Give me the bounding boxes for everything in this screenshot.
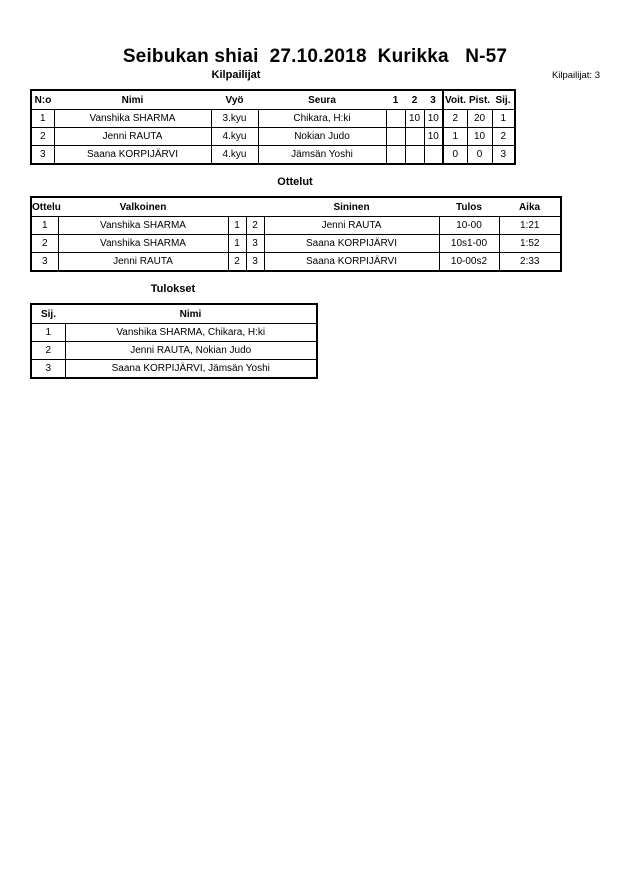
cell-round3: 10 <box>424 110 443 128</box>
competitors-heading: Kilpailijat <box>211 69 261 81</box>
cell-white-no: 1 <box>228 217 246 235</box>
cell-wins: 1 <box>443 128 467 146</box>
col-header-match: Ottelu <box>31 197 58 217</box>
cell-belt: 3.kyu <box>211 110 258 128</box>
cell-no: 3 <box>31 146 54 165</box>
col-header-points: Pist. <box>467 90 492 110</box>
cell-round1 <box>386 110 405 128</box>
result-row <box>31 360 317 379</box>
cell-rank: 2 <box>31 342 65 360</box>
cell-points: 0 <box>467 146 492 165</box>
cell-match-no: 3 <box>31 253 58 272</box>
competitor-row <box>31 146 515 165</box>
col-header-rank: Sij. <box>492 90 515 110</box>
cell-name: Saana KORPIJÄRVI, Jämsän Yoshi <box>65 360 317 379</box>
cell-round2 <box>405 128 424 146</box>
page-title: Seibukan shiai 27.10.2018 Kurikka N-57 <box>122 46 508 67</box>
cell-match-no: 1 <box>31 217 58 235</box>
cell-result: 10-00 <box>439 217 499 235</box>
col-header-result: Tulos <box>439 197 499 217</box>
cell-white-no: 1 <box>228 235 246 253</box>
cell-match-no: 2 <box>31 235 58 253</box>
col-header-round2: 2 <box>405 90 424 110</box>
competitors-table <box>30 89 516 165</box>
cell-name: Jenni RAUTA, Nokian Judo <box>65 342 317 360</box>
cell-white-name: Jenni RAUTA <box>58 253 228 272</box>
match-row <box>31 235 561 253</box>
competitor-row <box>31 128 515 146</box>
matches-heading: Ottelut <box>277 176 313 188</box>
cell-round1 <box>386 128 405 146</box>
cell-points: 10 <box>467 128 492 146</box>
competitor-row <box>31 110 515 128</box>
cell-name: Vanshika SHARMA <box>54 110 211 128</box>
col-header-blue-no <box>246 197 264 217</box>
cell-white-name: Vanshika SHARMA <box>58 217 228 235</box>
col-header-no: N:o <box>31 90 54 110</box>
cell-belt: 4.kyu <box>211 146 258 165</box>
cell-rank: 1 <box>31 324 65 342</box>
cell-belt: 4.kyu <box>211 128 258 146</box>
cell-rank: 3 <box>31 360 65 379</box>
competitors-header-row <box>31 90 515 110</box>
cell-round3 <box>424 146 443 165</box>
result-row <box>31 324 317 342</box>
competitors-count-label: Kilpailijat: 3 <box>551 70 600 81</box>
cell-round2: 10 <box>405 110 424 128</box>
cell-name: Saana KORPIJÄRVI <box>54 146 211 165</box>
col-header-name: Nimi <box>65 304 317 324</box>
col-header-round1: 1 <box>386 90 405 110</box>
col-header-white-no <box>228 197 246 217</box>
cell-club: Nokian Judo <box>258 128 386 146</box>
cell-result: 10-00s2 <box>439 253 499 272</box>
matches-table <box>30 196 562 272</box>
results-heading: Tulokset <box>150 283 196 295</box>
cell-time: 2:33 <box>499 253 561 272</box>
cell-round2 <box>405 146 424 165</box>
cell-no: 1 <box>31 110 54 128</box>
cell-no: 2 <box>31 128 54 146</box>
cell-round3: 10 <box>424 128 443 146</box>
cell-wins: 0 <box>443 146 467 165</box>
cell-points: 20 <box>467 110 492 128</box>
cell-name: Jenni RAUTA <box>54 128 211 146</box>
cell-blue-name: Saana KORPIJÄRVI <box>264 235 439 253</box>
match-row <box>31 253 561 272</box>
cell-round1 <box>386 146 405 165</box>
cell-club: Chikara, H:ki <box>258 110 386 128</box>
cell-wins: 2 <box>443 110 467 128</box>
result-row <box>31 342 317 360</box>
cell-time: 1:21 <box>499 217 561 235</box>
cell-rank: 1 <box>492 110 515 128</box>
cell-rank: 2 <box>492 128 515 146</box>
col-header-blue: Sininen <box>264 197 439 217</box>
match-row <box>31 217 561 235</box>
col-header-club: Seura <box>258 90 386 110</box>
col-header-time: Aika <box>499 197 561 217</box>
cell-white-no: 2 <box>228 253 246 272</box>
cell-blue-name: Jenni RAUTA <box>264 217 439 235</box>
cell-blue-no: 3 <box>246 253 264 272</box>
col-header-name: Nimi <box>54 90 211 110</box>
results-table <box>30 303 318 379</box>
col-header-rank: Sij. <box>31 304 65 324</box>
cell-blue-no: 3 <box>246 235 264 253</box>
col-header-round3: 3 <box>424 90 443 110</box>
cell-blue-name: Saana KORPIJÄRVI <box>264 253 439 272</box>
col-header-belt: Vyö <box>211 90 258 110</box>
col-header-wins: Voit. <box>443 90 467 110</box>
cell-rank: 3 <box>492 146 515 165</box>
cell-name: Vanshika SHARMA, Chikara, H:ki <box>65 324 317 342</box>
cell-time: 1:52 <box>499 235 561 253</box>
col-header-white: Valkoinen <box>58 197 228 217</box>
matches-header-row <box>31 197 561 217</box>
results-header-row <box>31 304 317 324</box>
cell-blue-no: 2 <box>246 217 264 235</box>
cell-white-name: Vanshika SHARMA <box>58 235 228 253</box>
cell-result: 10s1-00 <box>439 235 499 253</box>
cell-club: Jämsän Yoshi <box>258 146 386 165</box>
